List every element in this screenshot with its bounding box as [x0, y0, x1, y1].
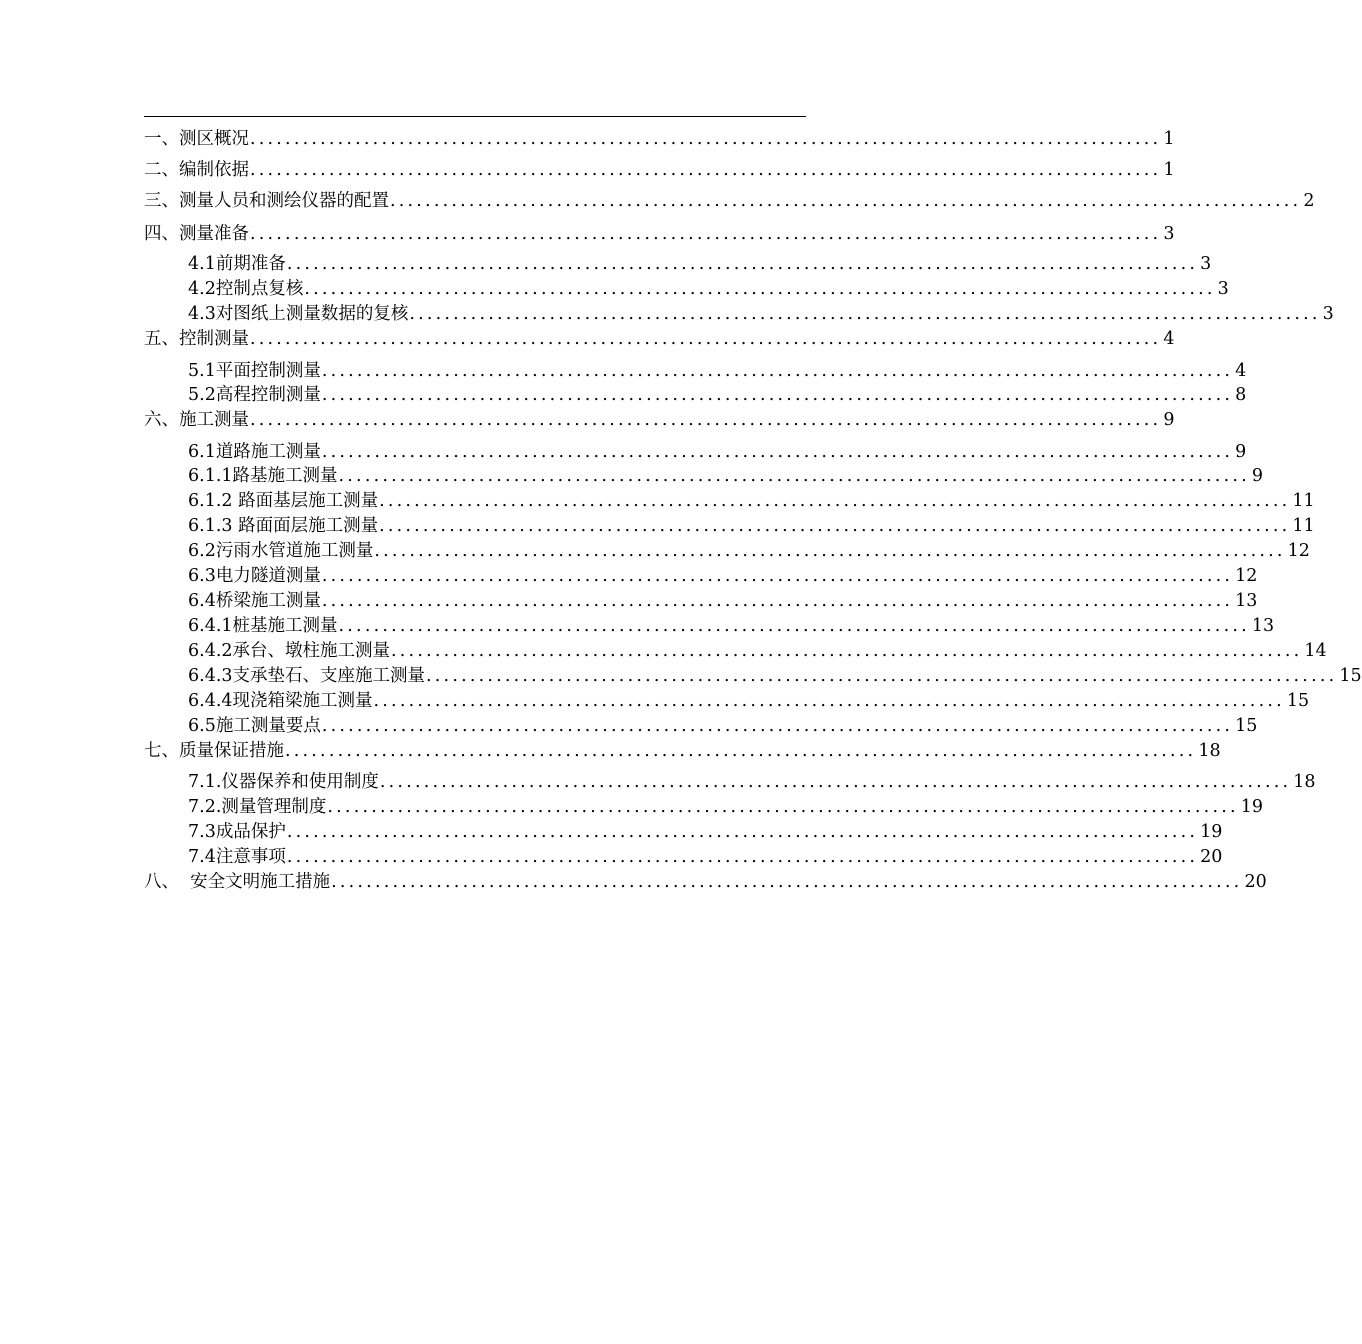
toc-entry-title: 七、质量保证措施 — [144, 741, 284, 761]
toc-entry-page: 1 — [1163, 160, 1175, 180]
toc-leader-dots: ........................................................................................................ — [250, 129, 1162, 149]
toc-entry[interactable] — [188, 440, 1247, 464]
toc-leader-dots: ........................................................................................................ — [286, 822, 1199, 842]
toc-entry-page: 3 — [1163, 224, 1175, 244]
toc-entry[interactable] — [188, 614, 1275, 638]
toc-entry-title: 6.4.4现浇箱梁施工测量 — [188, 691, 373, 711]
toc-leader-dots: ........................................................................................................ — [250, 224, 1162, 244]
toc-leader-dots: ........................................................................................................ — [390, 191, 1302, 211]
toc-leader-dots: ........................................................................................................ — [285, 741, 1197, 761]
toc-entry-title: 6.1.2 路面基层施工测量 — [188, 491, 379, 511]
toc-entry[interactable] — [188, 489, 1315, 513]
toc-leader-dots: ........................................................................................................ — [327, 797, 1239, 817]
toc-entry[interactable] — [144, 158, 1175, 182]
toc-entry-page: 19 — [1240, 797, 1264, 817]
toc-entry-title: 5.1平面控制测量 — [188, 361, 321, 381]
toc-entry-title: 7.3成品保护 — [188, 822, 286, 842]
toc-leader-dots: ........................................................................................................ — [321, 361, 1234, 381]
toc-entry-title: 6.4桥梁施工测量 — [188, 591, 321, 611]
toc-entry-page: 20 — [1244, 872, 1267, 892]
toc-entry-page: 4 — [1235, 361, 1247, 381]
toc-entry-page: 9 — [1251, 466, 1263, 486]
toc-entry-title: 7.1.仪器保养和使用制度 — [188, 772, 379, 792]
toc-entry-title: 4.2控制点复核 — [188, 279, 304, 299]
toc-leader-dots: ........................................................................................................ — [379, 516, 1291, 536]
toc-entry-page: 15 — [1235, 716, 1258, 736]
toc-entry[interactable] — [144, 127, 1175, 151]
toc-entry-title: 4.3对图纸上测量数据的复核 — [188, 304, 409, 324]
toc-entry-page: 14 — [1304, 641, 1327, 661]
toc-entry[interactable] — [144, 408, 1175, 432]
toc-entry-page: 11 — [1292, 491, 1315, 511]
toc-entry-title: 二、编制依据 — [144, 160, 249, 180]
toc-entry[interactable] — [188, 845, 1223, 869]
toc-entry-title: 6.4.2承台、墩柱施工测量 — [188, 641, 391, 661]
toc-entry[interactable] — [188, 639, 1327, 663]
toc-leader-dots: ........................................................................................................ — [391, 641, 1303, 661]
toc-entry[interactable] — [188, 795, 1264, 819]
toc-entry-page: 12 — [1235, 566, 1258, 586]
toc-entry[interactable] — [188, 589, 1258, 613]
toc-leader-dots: ........................................................................................................ — [379, 772, 1292, 792]
toc-entry[interactable] — [188, 689, 1310, 713]
toc-entry-title: 6.2污雨水管道施工测量 — [188, 541, 374, 561]
toc-leader-dots: ........................................................................................................ — [331, 872, 1243, 892]
toc-entry-title: 三、测量人员和测绘仪器的配置 — [144, 191, 389, 211]
toc-leader-dots: ........................................................................................................ — [321, 385, 1234, 405]
toc-entry-page: 12 — [1287, 541, 1310, 561]
toc-entry[interactable] — [144, 739, 1221, 763]
toc-entry-page: 9 — [1163, 410, 1175, 430]
toc-leader-dots: ........................................................................................................ — [321, 716, 1234, 736]
toc-entry-title: 八、 安全文明施工措施 — [144, 872, 331, 892]
toc-entry-page: 20 — [1200, 847, 1223, 867]
toc-leader-dots: ........................................................................................................ — [409, 304, 1321, 324]
toc-entry-page: 18 — [1198, 741, 1221, 761]
toc-entry-title: 6.3电力隧道测量 — [188, 566, 321, 586]
toc-entry-page: 19 — [1200, 822, 1223, 842]
toc-entry-page: 15 — [1339, 666, 1362, 686]
toc-entry-title: 6.1道路施工测量 — [188, 442, 321, 462]
toc-entry-page: 1 — [1163, 129, 1175, 149]
toc-leader-dots: ........................................................................................................ — [338, 466, 1250, 486]
toc-entry-page: 13 — [1251, 616, 1275, 636]
toc-leader-dots: ........................................................................................................ — [286, 254, 1199, 274]
toc-entry[interactable] — [144, 327, 1175, 351]
toc-entry-page: 2 — [1303, 191, 1315, 211]
toc-entry[interactable] — [188, 820, 1223, 844]
toc-entry-title: 7.2.测量管理制度 — [188, 797, 327, 817]
toc-entry-title: 6.4.3支承垫石、支座施工测量 — [188, 666, 426, 686]
toc-entry[interactable] — [188, 252, 1212, 276]
toc-entry[interactable] — [188, 383, 1247, 407]
toc-leader-dots: ........................................................................................................ — [321, 566, 1234, 586]
toc-entry-title: 五、控制测量 — [144, 329, 249, 349]
toc-entry-title: 一、测区概况 — [144, 129, 249, 149]
toc-entry-title: 5.2高程控制测量 — [188, 385, 321, 405]
toc-entry[interactable] — [188, 539, 1310, 563]
toc-leader-dots: ........................................................................................................ — [250, 410, 1162, 430]
toc-leader-dots: ........................................................................................................ — [250, 160, 1162, 180]
toc-entry[interactable] — [144, 222, 1175, 246]
toc-leader-dots: ........................................................................................................ — [286, 847, 1199, 867]
toc-entry-title: 六、施工测量 — [144, 410, 249, 430]
toc-entry[interactable] — [188, 770, 1316, 794]
toc-entry-page: 11 — [1292, 516, 1315, 536]
toc-leader-dots: ........................................................................................................ — [304, 279, 1216, 299]
toc-entry[interactable] — [144, 189, 1315, 213]
toc-entry-title: 6.1.3 路面面层施工测量 — [188, 516, 379, 536]
toc-entry[interactable] — [188, 277, 1229, 301]
toc-entry-title: 6.4.1桩基施工测量 — [188, 616, 338, 636]
toc-leader-dots: ........................................................................................................ — [426, 666, 1338, 686]
toc-entry-title: 四、测量准备 — [144, 224, 249, 244]
toc-entry[interactable] — [144, 870, 1267, 894]
toc-entry[interactable] — [188, 359, 1247, 383]
toc-entry[interactable] — [188, 464, 1263, 488]
toc-entry-page: 3 — [1322, 304, 1334, 324]
toc-entry-title: 4.1前期准备 — [188, 254, 286, 274]
toc-entry-page: 9 — [1235, 442, 1247, 462]
toc-leader-dots: ........................................................................................................ — [321, 442, 1234, 462]
toc-entry-page: 4 — [1163, 329, 1175, 349]
top-rule — [144, 116, 806, 117]
toc-entry-page: 15 — [1286, 691, 1310, 711]
toc-entry-page: 8 — [1235, 385, 1247, 405]
toc-entry[interactable] — [188, 302, 1334, 326]
toc-entry[interactable] — [188, 564, 1258, 588]
toc-entry-page: 13 — [1235, 591, 1258, 611]
toc-leader-dots: ........................................................................................................ — [338, 616, 1250, 636]
toc-entry-title: 7.4注意事项 — [188, 847, 286, 867]
toc-leader-dots: ........................................................................................................ — [321, 591, 1234, 611]
toc-leader-dots: ........................................................................................................ — [373, 691, 1285, 711]
toc-leader-dots: ........................................................................................................ — [374, 541, 1286, 561]
toc-entry[interactable] — [188, 664, 1362, 688]
toc-entry-page: 3 — [1200, 254, 1212, 274]
toc-entry[interactable] — [188, 714, 1258, 738]
toc-entry-title: 6.5施工测量要点 — [188, 716, 321, 736]
toc-entry-page: 3 — [1217, 279, 1229, 299]
toc-entry[interactable] — [188, 514, 1315, 538]
toc-leader-dots: ........................................................................................................ — [379, 491, 1291, 511]
toc-entry-page: 18 — [1293, 772, 1316, 792]
toc-entry-title: 6.1.1路基施工测量 — [188, 466, 338, 486]
toc-leader-dots: ........................................................................................................ — [250, 329, 1162, 349]
